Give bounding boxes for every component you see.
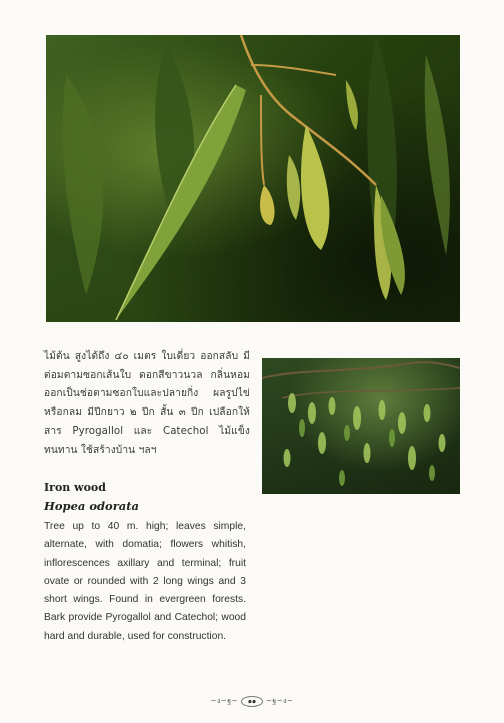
thai-description: ไม้ต้น สูงได้ถึง ๔๐ เมตร ใบเดี่ยว ออกสลับ มีต่อมตามซอกเส้นใบ ดอกสีขาวนวล กลิ่นหอม ออกเป็นช่อตามซอกใบและปลายกิ่ง ผลรูปไข่หรือกลม มีปีกยาว ๒ ปีก สั้น ๓ ปีก เปลือกให้สาร Pyrogallol และ Catechol ไม้แข็งทนทาน ใช้สร้างบ้าน ฯลฯ	[44, 351, 250, 456]
hopea-tree-illustration	[262, 358, 460, 494]
page-footer	[0, 694, 504, 708]
hopea-branch-photo	[46, 35, 460, 322]
scientific-name-heading: Hopea odorata	[44, 499, 140, 513]
footer-left-ornament: ~ง~ฐ~	[210, 696, 238, 705]
footer-right-ornament: ~ฐ~ง~	[266, 696, 294, 705]
hopea-tree-photo	[262, 358, 460, 494]
common-name-heading: Iron wood	[44, 481, 106, 494]
page-number: ๑๑	[241, 696, 263, 707]
english-description: Tree up to 40 m. high; leaves simple, alternate, with domatia; flowers whitish, inflorescences axillary and terminal; fruit ovate or rounded with 2 long wings and 3 short wings. Found in evergreen forests. Bark provide Pyrogallol and Catechol; wood hard and durable, used for construction.	[44, 521, 246, 642]
hopea-branch-illustration	[46, 35, 460, 322]
